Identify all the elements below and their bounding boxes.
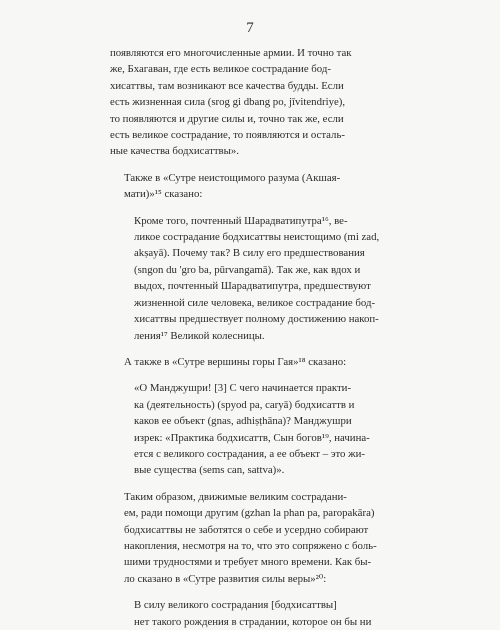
text-line: akṣayā). Почему так? В силу его предшествования <box>134 247 365 260</box>
text-line: ло сказано в «Сутре развития силы веры»²⁰: <box>124 572 327 585</box>
paragraph <box>110 170 410 203</box>
text-line: ные качества бодхисаттвы». <box>110 145 239 158</box>
text-line: (sngon du 'gro ba, pūrvangamā). Так же, как вдох и <box>134 263 361 276</box>
text-line: жизненной силе человека, великое сострадание бод- <box>134 296 376 309</box>
text-line: Кроме того, почтенный Шарадватипутра¹⁶, ве- <box>134 214 348 227</box>
text-line: ется с великого сострадания, а ее объект – это жи- <box>134 447 365 460</box>
text-line: есть жизненная сила (srog gi dbang po, jīvitendriye), <box>110 96 346 109</box>
quote-paragraph <box>110 380 410 478</box>
paragraph-gap <box>110 160 410 170</box>
text-line: выдох, почтенный Шарадватипутра, предшествуют <box>134 280 371 293</box>
paragraph <box>110 354 410 370</box>
text-line: изрек: «Практика бодхисаттв, Сын богов¹⁹, начина- <box>134 431 370 444</box>
text-line: же, Бхагаван, где есть великое сострадание бод- <box>110 63 331 76</box>
paragraph-gap <box>110 370 410 380</box>
quote-paragraph <box>110 213 410 344</box>
paragraph-gap <box>110 479 410 489</box>
text-line: хисаттвы, там возникают все качества будды. Если <box>110 79 344 92</box>
paragraph-gap <box>110 344 410 354</box>
paragraph-gap <box>110 587 410 597</box>
text-line: Также в «Сутре неистощимого разума (Акшая- <box>124 171 341 184</box>
paragraph <box>110 489 410 587</box>
text-line: каков ее объект (gnas, adhiṣṭhāna)? Манджушри <box>134 415 352 428</box>
text-line: есть великое сострадание, то появляются и осталь- <box>110 129 345 142</box>
paragraph-gap <box>110 203 410 213</box>
text-line: накопления, несмотря на то, что это сопряжено с боль- <box>124 539 377 552</box>
text-line: В силу великого сострадания [бодхисаттвы] <box>134 599 337 612</box>
page-number: 7 <box>246 20 254 36</box>
text-line: мати)»¹⁵ сказано: <box>124 188 203 201</box>
paragraph <box>110 45 410 160</box>
body-text <box>110 45 410 630</box>
text-line: появляются его многочисленные армии. И точно так <box>110 47 352 59</box>
text-line: то появляются и другие силы и, точно так же, если <box>110 112 344 125</box>
text-line: «О Манджушри! [3] С чего начинается практи- <box>134 382 352 395</box>
text-line: вые существа (sems can, sattva)». <box>134 464 285 477</box>
text-line: ления¹⁷ Великой колесницы. <box>134 329 265 342</box>
text-line: нет такого рождения в страдании, которое он бы ни <box>134 615 372 628</box>
text-line: А также в «Сутре вершины горы Гая»¹⁸ сказано: <box>124 355 347 368</box>
text-line: бодхисаттвы не заботятся о себе и усердно собирают <box>124 523 369 536</box>
text-line: ка (деятельность) (spyod pa, caryā) бодхисаттв и <box>134 398 355 411</box>
text-line: хисаттвы предшествует полному достижению накоп- <box>134 313 379 326</box>
quote-paragraph <box>110 597 410 630</box>
text-line: ликое сострадание бодхисаттвы неистощимо (mi zad, <box>134 231 380 244</box>
text-line: шими трудностями и требует много времени. Как бы- <box>124 556 372 569</box>
text-line: Таким образом, движимые великим сострадани- <box>124 490 347 503</box>
text-line: ем, ради помощи другим (gzhan la phan pa, paropakāra) <box>124 507 375 520</box>
